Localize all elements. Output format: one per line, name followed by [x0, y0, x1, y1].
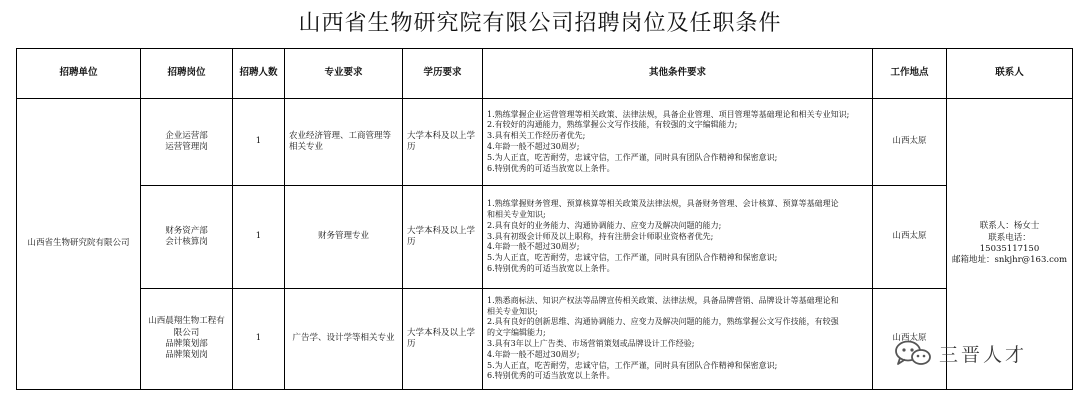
count-cell: 1	[233, 99, 285, 186]
company-cell: 山西省生物研究院有限公司	[17, 99, 141, 390]
header-position: 招聘岗位	[141, 49, 233, 99]
count-cell: 1	[233, 186, 285, 289]
header-major: 专业要求	[285, 49, 403, 99]
contact-phone: 15035117150	[979, 244, 1040, 254]
location-cell: 山西太原	[873, 289, 947, 390]
conditions-cell: 1.熟练掌握企业运营管理等相关政策、法律法规，具备企业管理、项目管理等基础理论和相关专业知识; 2.有较好的沟通能力，熟练掌握公文写作技能，有较强的文字编辑能力; 3.具有相关工作经历者优先; 4.年龄一般不超过30周岁; 5.为人正直，吃苦耐劳，忠诚守信，工作严谨，同时具有团队合作精神和保密意识; 6.特别优秀的可适当放宽以上条件。	[483, 99, 873, 186]
contact-phone-label: 联系电话：	[988, 232, 1031, 243]
education-cell: 大学本科及以上学历	[403, 289, 483, 390]
header-count: 招聘人数	[233, 49, 285, 99]
contact-email: 邮箱地址：snkjhr@163.com	[951, 255, 1068, 266]
header-row	[17, 49, 1073, 99]
position-cell: 企业运营部 运营管理岗	[141, 99, 233, 186]
location-cell: 山西太原	[873, 186, 947, 289]
education-cell: 大学本科及以上学历	[403, 99, 483, 186]
wechat-icon	[893, 338, 933, 368]
conditions-cell: 1.熟悉商标法、知识产权法等品牌宣传相关政策、法律法规，具备品牌营销、品牌设计等基础理论和 相关专业知识; 2.具有良好的创新思维、沟通协调能力、应变力及解决问题的能力，熟练掌握公文写作技能，有较强 的文字编辑能力; 3.具有3年以上广告类、市场营销策划或品牌设计工作经验; 4.年龄一般不超过30周岁; 5.为人正直，吃苦耐劳，忠诚守信，工作严谨，同时具有团队合作精神和保密意识; 6.特别优秀的可适当放宽以上条件。	[483, 289, 873, 390]
header-location: 工作地点	[873, 49, 947, 99]
watermark-text: 三晋人才	[939, 343, 1028, 366]
watermark	[893, 334, 1053, 372]
header-other: 其他条件要求	[483, 49, 873, 99]
major-cell: 农业经济管理、工商管理等相关专业	[285, 99, 403, 186]
page-title: 山西省生物研究院有限公司招聘岗位及任职条件	[298, 11, 782, 36]
header-unit: 招聘单位	[17, 49, 141, 99]
position-cell: 财务资产部 会计核算岗	[141, 186, 233, 289]
contact-name: 联系人：杨女士	[979, 221, 1040, 232]
table-row	[17, 186, 1073, 289]
location-cell: 山西太原	[873, 99, 947, 186]
conditions-cell: 1.熟练掌握财务管理、预算核算等相关政策及法律法规，具备财务管理、会计核算、预算等基础理论 和相关专业知识; 2.具有良好的业务能力、沟通协调能力、应变力及解决问题的能力; 3.具有初级会计师及以上职称，持有注册会计师职业资格者优先; 4.年龄一般不超过30周岁; 5.为人正直，吃苦耐劳，忠诚守信，工作严谨，同时具有团队合作精神和保密意识; 6.特别优秀的可适当放宽以上条件。	[483, 186, 873, 289]
count-cell: 1	[233, 289, 285, 390]
position-cell: 山西晨翔生物工程有 限公司 品牌策划部 品牌策划岗	[141, 289, 233, 390]
major-cell: 广告学、设计学等相关专业	[285, 289, 403, 390]
header-education: 学历要求	[403, 49, 483, 99]
table-row	[17, 99, 1073, 186]
major-cell: 财务管理专业	[285, 186, 403, 289]
education-cell: 大学本科及以上学历	[403, 186, 483, 289]
header-contact: 联系人	[947, 49, 1073, 99]
